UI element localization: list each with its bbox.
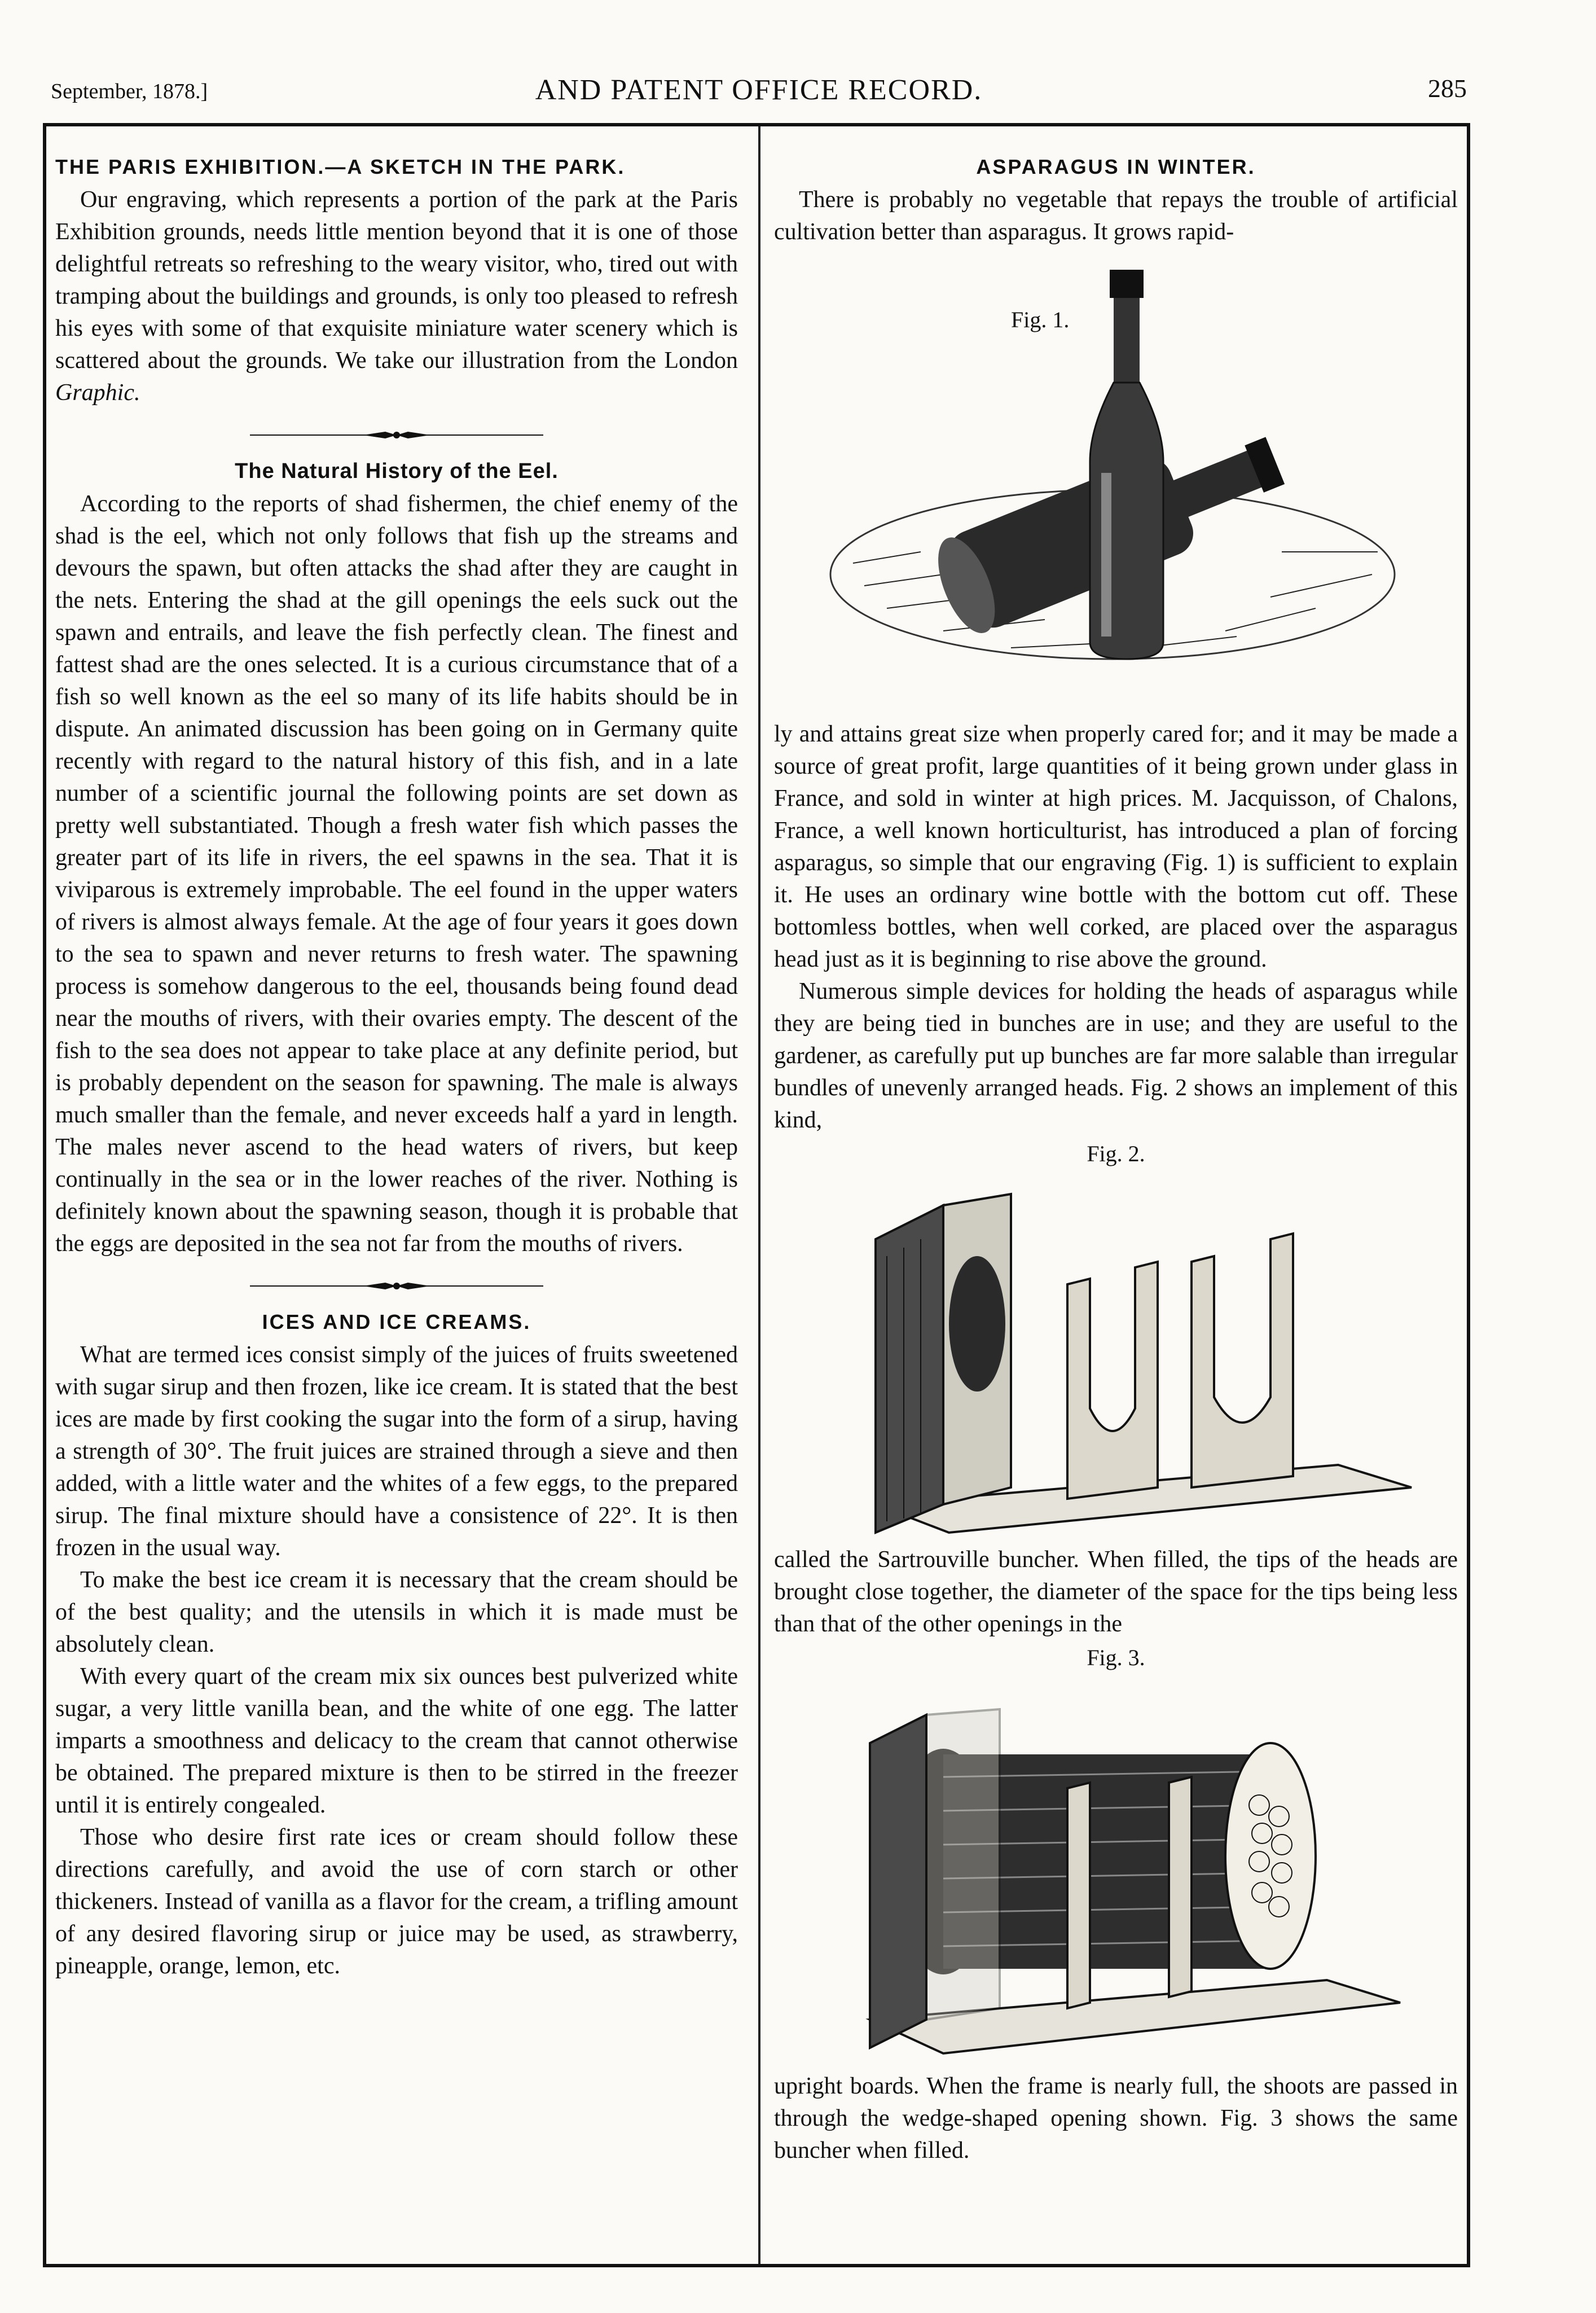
article-title: THE PARIS EXHIBITION.—A SKETCH IN THE PARK. — [55, 155, 626, 178]
bottle-illustration — [774, 258, 1458, 718]
figure-label: Fig. 1. — [1011, 307, 1070, 332]
figure-label: Fig. 3. — [1087, 1645, 1145, 1670]
left-column — [55, 149, 738, 1982]
article-body: Our engraving, which represents a portion of the park at the Paris Exhibition grounds, needs little mention beyond that it is one of those delightful retreats so refreshing to the weary visitor, who, tired out with tramping about the buildings and grounds, is only too pleased to refresh his eyes with some of that exquisite miniature water scenery which is scattered about the grounds. We take our illustration from the London Graphic. — [55, 187, 738, 406]
article-paragraph: Numerous simple devices for holding the heads of asparagus while they are being tied in bunches are in use; and they are useful to the gardener, as carefully put up bunches are far more salable than irregular bundles of unevenly arranged heads. Fig. 2 shows an implement of this kind, — [774, 978, 1458, 1133]
article-title: The Natural History of the Eel. — [235, 459, 559, 483]
article-paragraph: upright boards. When the frame is nearly full, the shoots are passed in through the wedge-shaped opening shown. Fig. 3 shows the same buncher when filled. — [774, 2073, 1458, 2163]
article-paragraph: What are termed ices consist simply of the juices of fruits sweetened with sugar sirup and then frozen, like ice cream. It is stated that the best ices are made by first cooking the sugar into the form of a sirup, having a strength of 30°. The fruit juices are strained through a sieve and then added, with a little water and the whites of a few eggs, to the prepared sirup. The final mixture should have a consistence of 22°. It is then frozen in the usual way. — [55, 1342, 738, 1561]
running-head — [51, 67, 1467, 117]
right-column — [774, 149, 1458, 2167]
source-name: Graphic. — [55, 380, 140, 406]
page-number: 285 — [1428, 74, 1467, 103]
article-paragraph: ly and attains great size when properly cared for; and it may be made a source of great profit, large quantities of it being grown under glass in France, and sold in winter at high prices. M. Jacquisson, of Chalons, France, a well known horticulturist, has introduced a plan of forcing asparagus, so simple that our engraving (Fig. 1) is sufficient to explain it. He uses an ordinary wine bottle with the bottom cut off. These bottomless bottles, when well corked, are placed over the asparagus head just as it is beginning to rise above the ground. — [774, 721, 1458, 972]
article-paragraph: called the Sartrouville buncher. When filled, the tips of the heads are brought close together, the diameter of the space for the tips being less than that of the other openings in the — [774, 1547, 1458, 1637]
figure-label: Fig. 2. — [1087, 1141, 1145, 1166]
page-frame — [43, 123, 1470, 2267]
article-asparagus — [774, 152, 1458, 2167]
figure-1 — [774, 258, 1458, 718]
buncher-filled-illustration — [774, 1675, 1458, 2065]
column-rule — [758, 126, 760, 2264]
article-ices — [55, 1307, 738, 1982]
ornamental-divider — [250, 428, 543, 442]
article-paragraph: To make the best ice cream it is necessary that the cream should be of the best quality; and the utensils in which it is made must be absolutely clean. — [55, 1567, 738, 1657]
buncher-empty-illustration — [774, 1171, 1458, 1538]
figure-3 — [774, 1675, 1458, 2065]
article-paragraph: Those who desire first rate ices or cream should follow these directions carefully, and avoid the use of corn starch or other thickeners. Instead of vanilla as a flavor for the cream, a trifling amount of any desired flavoring sirup or juice may be used, as strawberry, pineapple, orange, lemon, etc. — [55, 1824, 738, 1979]
ornamental-divider — [250, 1279, 543, 1293]
article-intro: There is probably no vegetable that repays the trouble of artificial cultivation better than asparagus. It grows rapid- — [774, 187, 1458, 245]
running-head-date: September, 1878.] — [51, 80, 208, 103]
article-paragraph: With every quart of the cream mix six ounces best pulverized white sugar, a very little vanilla bean, and the white of one egg. The latter imparts a smoothness and delicacy to the cream that cannot otherwise be obtained. The prepared mixture is then to be stirred in the freezer until it is entirely congealed. — [55, 1664, 738, 1818]
running-head-title: AND PATENT OFFICE RECORD. — [535, 74, 983, 106]
article-body: According to the reports of shad fishermen, the chief enemy of the shad is the eel, which not only follows that fish up the streams and devours the spawn, but often attacks the shad after they are caught in the nets. Entering the shad at the gill openings the eels suck out the spawn and entrails, and leave the fish perfectly clean. The finest and fattest shad are the ones selected. It is a curious circumstance that of a fish so well known as the eel so many of its life habits should be in dispute. An animated discussion has been going on in Germany quite recently with regard to the natural history of this fish, and in a late number of a scientific journal the following points are set down as pretty well substantiated. Though a fresh water fish which passes the greater part of its life in rivers, the eel spawns in the sea. That it is viviparous is extremely improbable. The eel found in the upper waters of rivers is almost always female. At the age of four years it goes down to the sea to spawn and never returns to fresh water. The spawning process is somehow dangerous to the eel, thousands being found dead near the mouths of rivers, with their ovaries empty. The descent of the fish to the sea does not appear to take place at any definite period, but is probably dependent on the season for spawning. The male is always much smaller than the female, and never exceeds half a yard in length. The males never ascend to the head waters of rivers, but keep continually in the sea or in the lower reaches of the river. Nothing is definitely known about the spawning season, though it is probable that the eggs are deposited in the sea not far from the mouths of rivers. — [55, 491, 738, 1257]
article-paris-exhibition — [55, 152, 738, 409]
article-title: ICES AND ICE CREAMS. — [262, 1310, 531, 1333]
article-title: ASPARAGUS IN WINTER. — [976, 155, 1256, 178]
figure-2 — [774, 1171, 1458, 1538]
article-eel — [55, 457, 738, 1260]
